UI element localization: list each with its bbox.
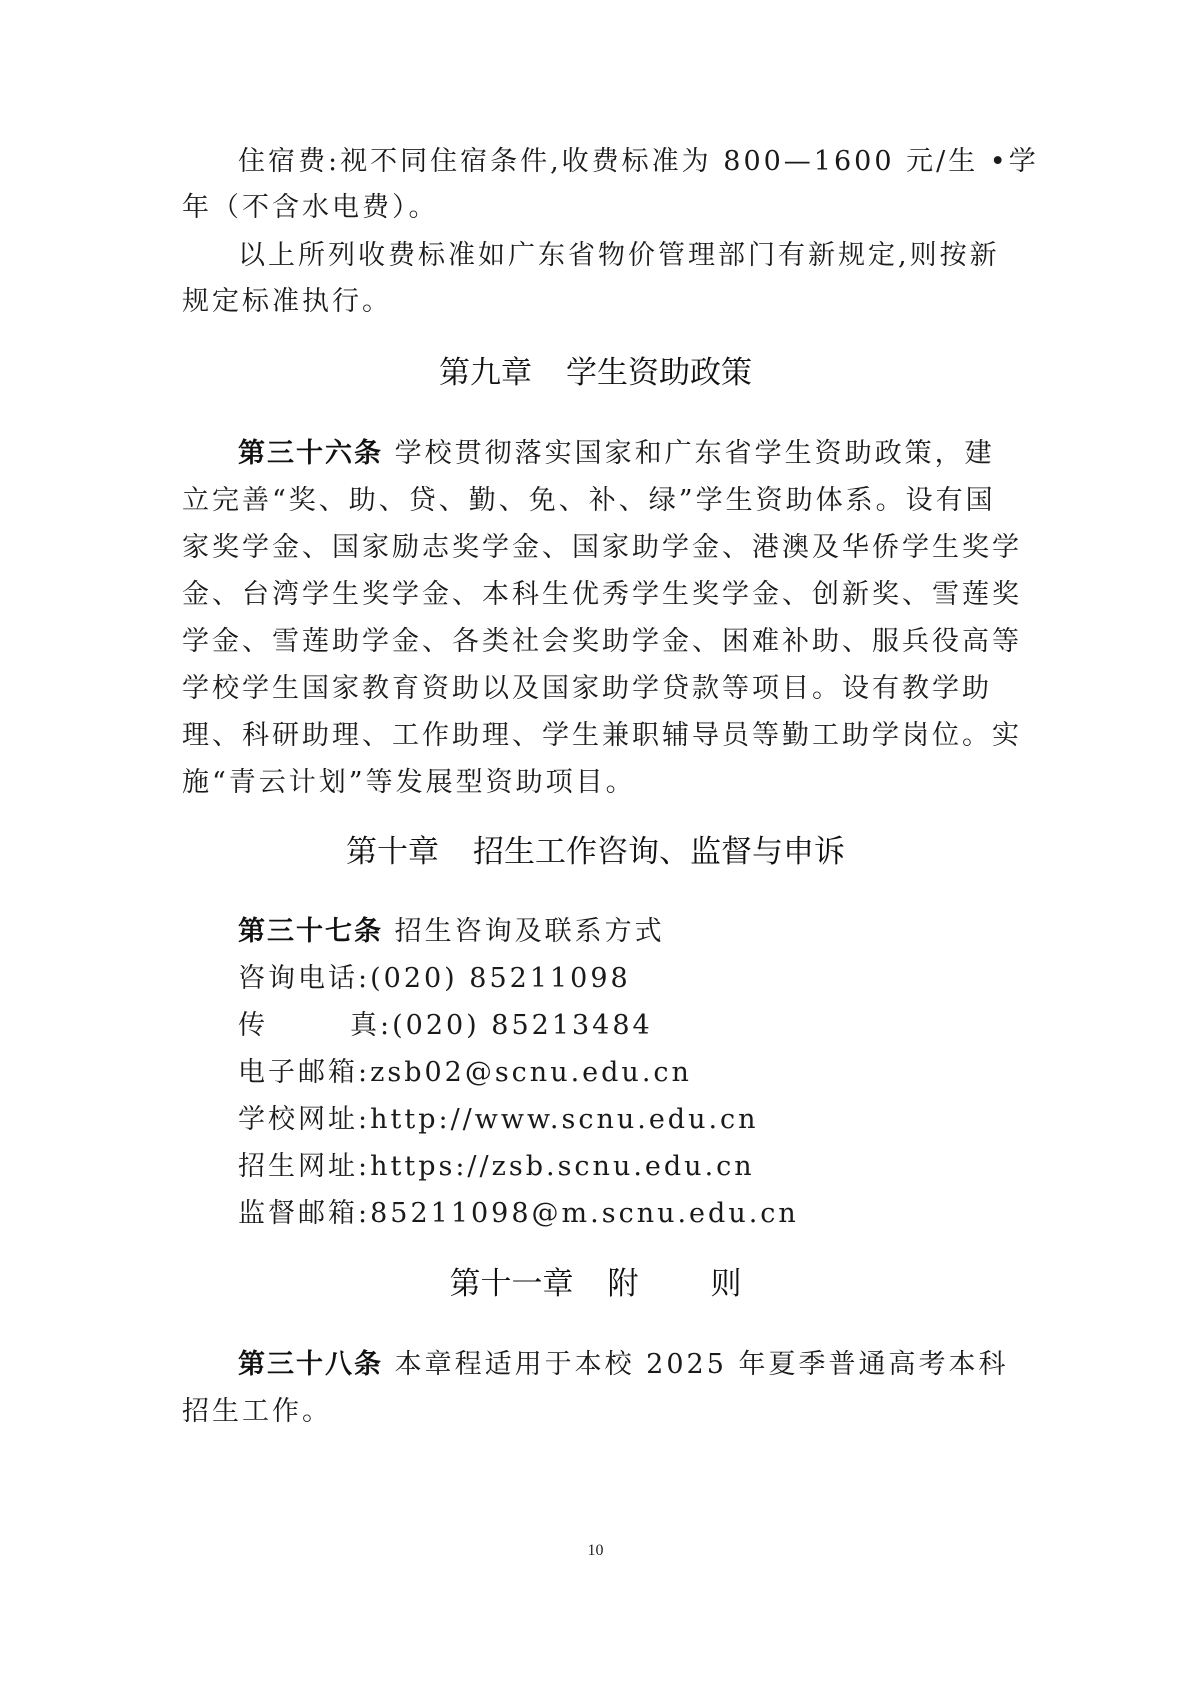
contact-value: (020) 85213484 bbox=[392, 1010, 653, 1041]
article-37-first-line bbox=[238, 914, 665, 950]
contact-phone: 咨询电话:(020) 85211098 bbox=[238, 963, 631, 994]
paragraph-line: 金、台湾学生奖学金、本科生优秀学生奖学金、创新奖、雪莲奖 bbox=[182, 579, 1022, 610]
contact-admission-website: 招生网址:https://zsb.scnu.edu.cn bbox=[238, 1151, 755, 1182]
article-label: 第三十六条 bbox=[238, 438, 383, 469]
chapter-heading-11 bbox=[0, 1264, 1191, 1304]
chapter-number: 第十一章 bbox=[449, 1266, 574, 1302]
contact-fax: 传 真:(020) 85213484 bbox=[238, 1010, 653, 1041]
email-link[interactable]: zsb02@scnu.edu.cn bbox=[370, 1057, 692, 1088]
contact-label-b: 真 bbox=[350, 1010, 380, 1041]
contact-value: (020) 85211098 bbox=[370, 963, 631, 994]
contact-label: 监督邮箱 bbox=[238, 1198, 358, 1229]
chapter-number: 第十章 bbox=[346, 834, 439, 870]
article-text: 本章程适用于本校 2025 年夏季普通高考本科 bbox=[394, 1349, 1009, 1380]
contact-supervision-email: 监督邮箱:85211098@m.scnu.edu.cn bbox=[238, 1198, 799, 1229]
paragraph-line: 家奖学金、国家励志奖学金、国家助学金、港澳及华侨学生奖学 bbox=[182, 532, 1022, 563]
paragraph-line: 学校学生国家教育资助以及国家助学贷款等项目。设有教学助 bbox=[182, 673, 992, 704]
article-text: 招生咨询及联系方式 bbox=[394, 916, 665, 947]
chapter-title: 学生资助政策 bbox=[566, 355, 752, 391]
contact-label: 咨询电话 bbox=[238, 963, 358, 994]
page-number: 10 bbox=[587, 1542, 604, 1559]
supervision-email-link[interactable]: 85211098@m.scnu.edu.cn bbox=[370, 1198, 799, 1229]
article-label: 第三十七条 bbox=[238, 916, 383, 947]
contact-label: 学校网址 bbox=[238, 1104, 358, 1135]
admission-website-link[interactable]: https://zsb.scnu.edu.cn bbox=[370, 1151, 755, 1182]
article-36-first-line bbox=[238, 436, 995, 472]
paragraph-line: 立完善“奖、助、贷、勤、免、补、绿”学生资助体系。设有国 bbox=[182, 485, 996, 516]
paragraph-line: 施“青云计划”等发展型资助项目。 bbox=[182, 767, 636, 798]
paragraph-line: 理、科研助理、工作助理、学生兼职辅导员等勤工助学岗位。实 bbox=[182, 720, 1022, 751]
contact-label: 电子邮箱 bbox=[238, 1057, 358, 1088]
contact-label: 招生网址 bbox=[238, 1151, 358, 1182]
school-website-link[interactable]: http://www.scnu.edu.cn bbox=[370, 1104, 759, 1135]
chapter-title-b: 则 bbox=[710, 1266, 742, 1302]
paragraph-line: 以上所列收费标准如广东省物价管理部门有新规定,则按新 bbox=[238, 240, 1000, 271]
paragraph-line: 年（不含水电费）。 bbox=[182, 192, 439, 223]
chapter-heading-9 bbox=[0, 353, 1191, 393]
paragraph-line: 住宿费:视不同住宿条件,收费标准为 800—1600 元/生 •学 bbox=[238, 146, 1039, 177]
chapter-heading-10 bbox=[0, 832, 1191, 872]
chapter-title-a: 附 bbox=[607, 1266, 639, 1302]
article-38-first-line bbox=[238, 1347, 1008, 1383]
chapter-title: 招生工作咨询、监督与申诉 bbox=[473, 834, 845, 870]
paragraph-line: 规定标准执行。 bbox=[182, 286, 392, 317]
paragraph-line: 学金、雪莲助学金、各类社会奖助学金、困难补助、服兵役高等 bbox=[182, 626, 1022, 657]
contact-label-a: 传 bbox=[238, 1010, 268, 1041]
article-label: 第三十八条 bbox=[238, 1349, 383, 1380]
contact-email: 电子邮箱:zsb02@scnu.edu.cn bbox=[238, 1057, 692, 1088]
contact-school-website: 学校网址:http://www.scnu.edu.cn bbox=[238, 1104, 759, 1135]
chapter-number: 第九章 bbox=[439, 355, 532, 391]
paragraph-line: 招生工作。 bbox=[182, 1396, 332, 1427]
article-text: 学校贯彻落实国家和广东省学生资助政策，建 bbox=[394, 438, 995, 469]
